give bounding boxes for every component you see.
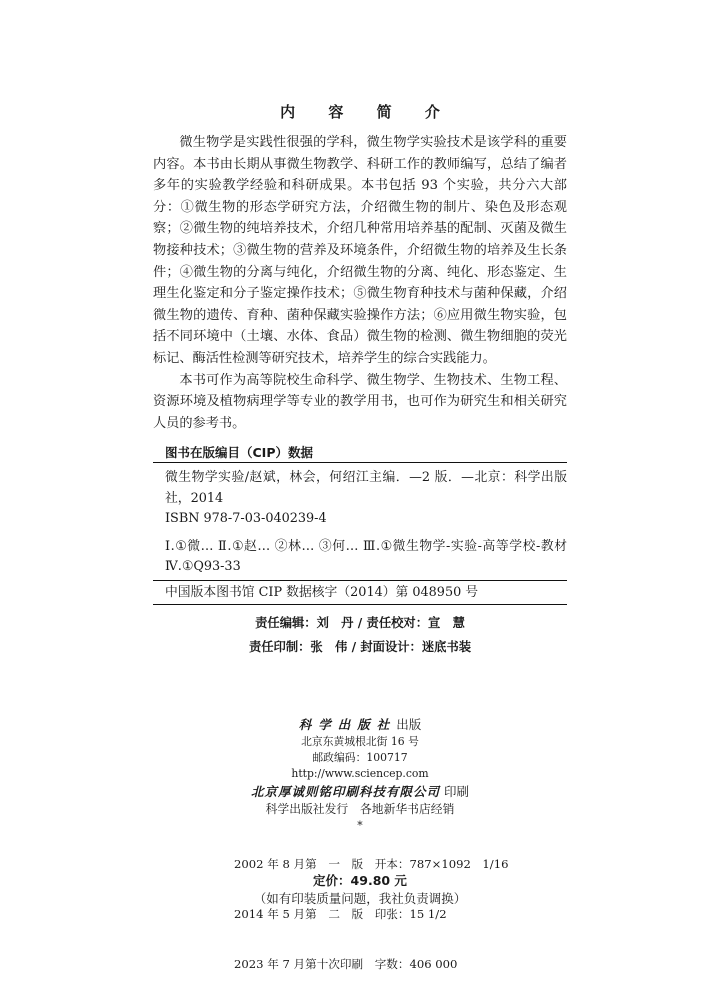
publisher-logo-text: 科学出版社 — [298, 717, 397, 732]
distribution-line: 科学出版社发行 各地新华书店经销 — [265, 802, 455, 816]
credits-editor-line: 责任编辑：刘 丹 / 责任校对：宣 慧 — [255, 616, 465, 630]
cip-divider-top — [153, 462, 567, 463]
cip-classification: Ⅰ.①微… Ⅱ.①赵… ②林… ③何… Ⅲ.①微生物学-实验-高等学校-教材 Ⅳ.①Q93-33 — [165, 538, 567, 574]
cip-approval-number: 中国版本图书馆 CIP 数据核字（2014）第 048950 号 — [165, 585, 479, 600]
edition-line-2: 2014 年 5 月第 二 版 印张：15 1/2 — [234, 906, 447, 921]
cip-title-line: 微生物学实验/赵斌，林会，何绍江主编．—2 版．—北京：科学出版社，2014 — [165, 470, 567, 506]
price: 定价：49.80 元 — [313, 873, 407, 888]
publisher-postcode: 邮政编码：100717 — [312, 751, 408, 764]
imprint-block — [0, 715, 720, 834]
cip-divider-middle — [153, 580, 567, 581]
quality-notice: （如有印装质量问题，我社负责调换） — [253, 891, 467, 906]
cip-block — [153, 468, 567, 578]
summary-paragraph-2: 本书可作为高等院校生命科学、微生物学、生物技术、生物工程、资源环境及植物病理学等专业的教学用书，也可作为研究生和相关研究人员的参考书。 — [153, 372, 567, 431]
edition-line-1: 2002 年 8 月第 一 版 开本：787×1092 1/16 — [234, 856, 509, 871]
publisher-website: http://www.sciencep.com — [291, 767, 429, 780]
printer-line — [0, 782, 720, 801]
edition-line-3: 2023 年 7 月第十次印刷 字数：406 000 — [234, 957, 458, 972]
cip-divider-bottom — [153, 604, 567, 605]
publisher-line — [0, 715, 720, 734]
summary-paragraph-1: 微生物学是实践性很强的学科，微生物学实验技术是该学科的重要内容。本书由长期从事微生物教学、科研工作的教师编写，总结了编者多年的实验教学经验和科研成果。本书包括 93 个实验，共分六大部分：①微生物的形态学研究方法，介绍微生物的制片、染色及形态观察；②微生物的纯培养技术，介绍几种常用培养基的配制、灭菌及微生物接种技术；③微生物的营养及环境条件，介绍微生物的培养及生长条件；④微生物的分离与纯化，介绍微生物的分离、纯化、形态鉴定、生理生化鉴定和分子鉴定操作技术；⑤微生物育种技术与菌种保藏，介绍微生物的遗传、育种、菌种保藏实验操作方法；⑥应用微生物实验，包括不同环境中（土壤、水体、食品）微生物的检测、微生物细胞的荧光标记、酶活性检测等研究技术，培养学生的综合实践能力。 — [153, 135, 567, 366]
publisher-address: 北京东黄城根北街 16 号 — [301, 735, 419, 748]
imprint-separator: * — [357, 819, 363, 832]
page-title: 内 容 简 介 — [280, 103, 454, 121]
publisher-suffix: 出版 — [396, 717, 422, 732]
cip-header: 图书在版编目（CIP）数据 — [165, 445, 313, 460]
editorial-credits — [0, 611, 720, 659]
printer-name: 北京厚诚则铭印刷科技有限公司 — [250, 784, 440, 799]
credits-production-line: 责任印制：张 伟 / 封面设计：迷底书装 — [248, 640, 472, 654]
cip-isbn: ISBN 978-7-03-040239-4 — [165, 511, 327, 526]
summary-section — [153, 132, 567, 434]
printer-suffix: 印刷 — [443, 784, 469, 799]
